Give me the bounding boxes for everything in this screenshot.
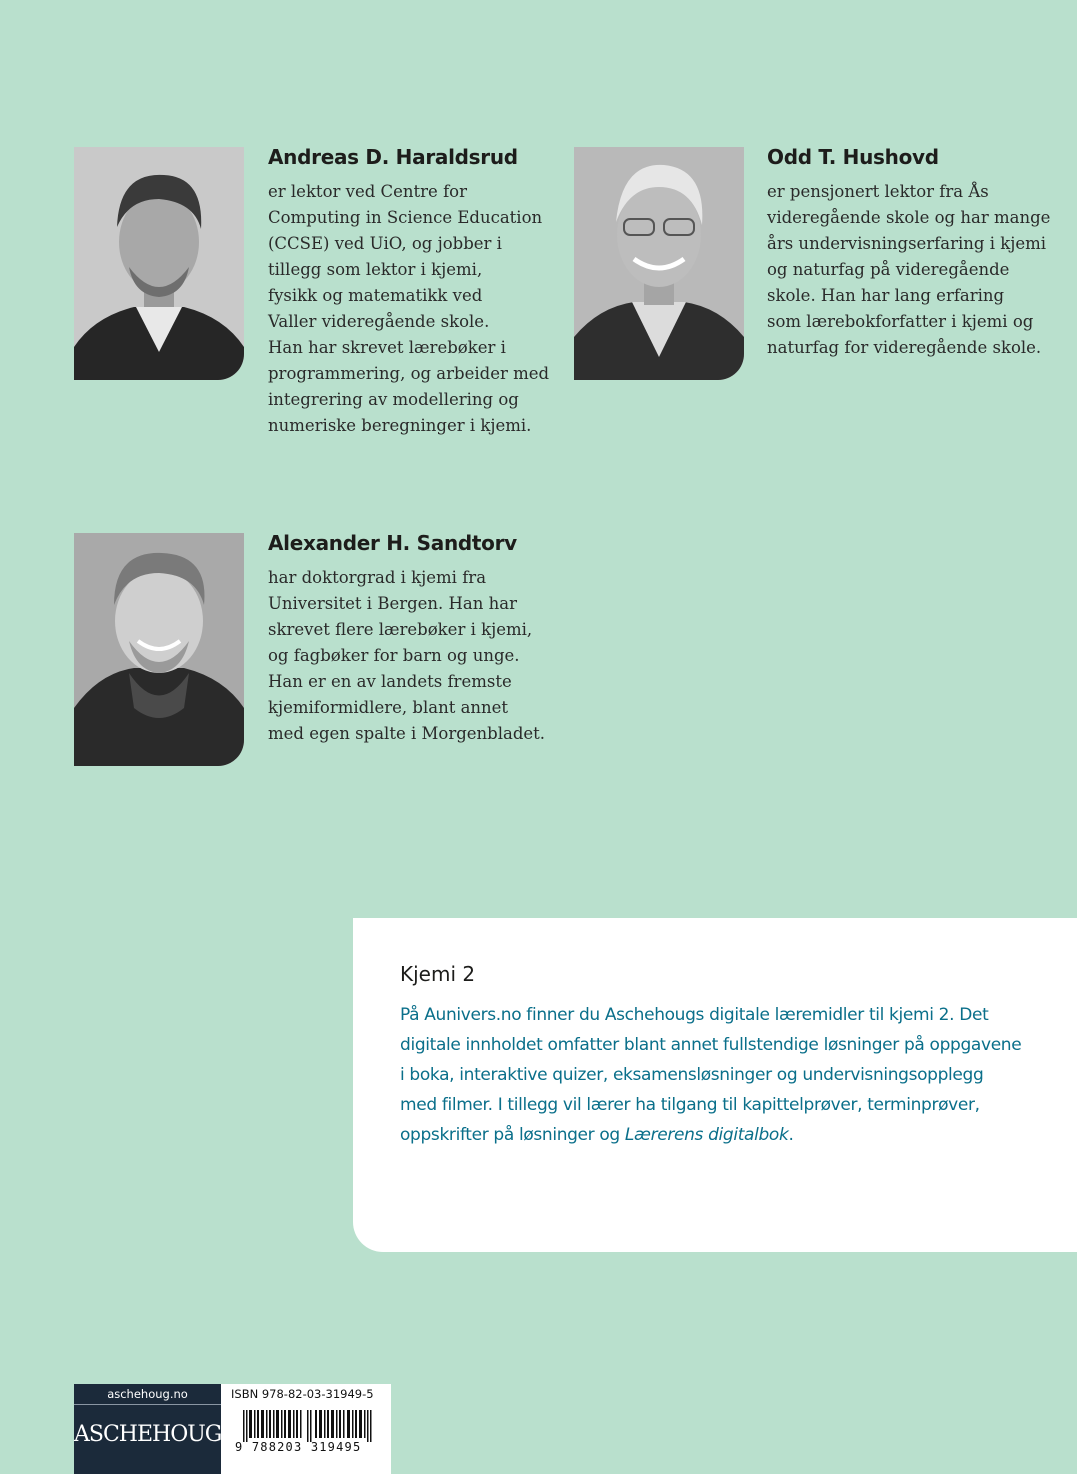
bio-line: (CCSE) ved UiO, og jobber i bbox=[268, 234, 502, 253]
isbn-label: ISBN 978-82-03-31949-5 bbox=[231, 1387, 374, 1401]
bio-line: Universitet i Bergen. Han har bbox=[268, 594, 517, 613]
author-bio-hushovd bbox=[767, 145, 1050, 361]
panel-line: På Aunivers.no finner du Aschehougs digitale læremidler til kjemi 2. Det bbox=[400, 1005, 989, 1025]
author-bio-haraldsrud bbox=[268, 145, 549, 439]
panel-line-prefix: oppskrifter på løsninger og bbox=[400, 1125, 625, 1145]
bio-line: Computing in Science Education bbox=[268, 208, 543, 227]
bio-line: Han har skrevet lærebøker i bbox=[268, 338, 506, 357]
bio-line: fysikk og matematikk ved bbox=[268, 286, 483, 305]
bio-line: som lærebokforfatter i kjemi og bbox=[767, 312, 1034, 331]
isbn-block bbox=[221, 1384, 391, 1474]
panel-line: i boka, interaktive quizer, eksamensløsninger og undervisningsopplegg bbox=[400, 1065, 984, 1085]
bio-line: og fagbøker for barn og unge. bbox=[268, 646, 520, 665]
bio-line: skrevet flere lærebøker i kjemi, bbox=[268, 620, 533, 639]
publisher-block bbox=[74, 1384, 221, 1474]
bio-line: numeriske beregninger i kjemi. bbox=[268, 416, 532, 435]
author-photo-hushovd bbox=[574, 147, 744, 380]
panel-line-suffix: . bbox=[788, 1125, 794, 1145]
author-bio-sandtorv bbox=[268, 531, 545, 747]
author-photo-sandtorv bbox=[74, 533, 244, 766]
bio-line: kjemiformidlere, blant annet bbox=[268, 698, 509, 717]
bio-line: års undervisningserfaring i kjemi bbox=[767, 234, 1047, 253]
bio-line: er lektor ved Centre for bbox=[268, 182, 467, 201]
bio-line: med egen spalte i Morgenbladet. bbox=[268, 724, 546, 743]
bio-line: Han er en av landets fremste bbox=[268, 672, 512, 691]
barcode-digits: 9 788203 319495 bbox=[235, 1440, 362, 1454]
bio-line: videregående skole og har mange bbox=[767, 208, 1051, 227]
author-name: Odd T. Hushovd bbox=[767, 145, 939, 169]
info-panel bbox=[353, 918, 1077, 1252]
author-name: Alexander H. Sandtorv bbox=[268, 531, 517, 555]
bio-line: skole. Han har lang erfaring bbox=[767, 286, 1005, 305]
publisher-divider bbox=[74, 1404, 221, 1405]
bio-line: naturfag for videregående skole. bbox=[767, 338, 1042, 357]
author-name: Andreas D. Haraldsrud bbox=[268, 145, 518, 169]
panel-line: digitale innholdet omfatter blant annet fullstendige løsninger på oppgavene bbox=[400, 1035, 1022, 1055]
barcode-icon bbox=[243, 1410, 375, 1442]
bio-line: har doktorgrad i kjemi fra bbox=[268, 568, 487, 587]
bio-line: programmering, og arbeider med bbox=[268, 364, 550, 383]
bio-line: Valler videregående skole. bbox=[268, 312, 490, 331]
publisher-url: aschehoug.no bbox=[107, 1387, 188, 1401]
author-photo-haraldsrud bbox=[74, 147, 244, 380]
panel-text bbox=[400, 1000, 1021, 1150]
panel-line: med filmer. I tillegg vil lærer ha tilgang til kapittelprøver, terminprøver, bbox=[400, 1095, 980, 1115]
bio-line: integrering av modellering og bbox=[268, 390, 519, 409]
bio-line: tillegg som lektor i kjemi, bbox=[268, 260, 483, 279]
panel-line-last bbox=[400, 1120, 1021, 1150]
bio-line: er pensjonert lektor fra Ås bbox=[767, 182, 989, 201]
bio-line: og naturfag på videregående bbox=[767, 260, 1010, 279]
panel-title: Kjemi 2 bbox=[400, 962, 476, 986]
digitalbok-title: Lærerens digitalbok bbox=[624, 1125, 789, 1145]
publisher-logo: ASCHEHOUG bbox=[74, 1422, 222, 1447]
